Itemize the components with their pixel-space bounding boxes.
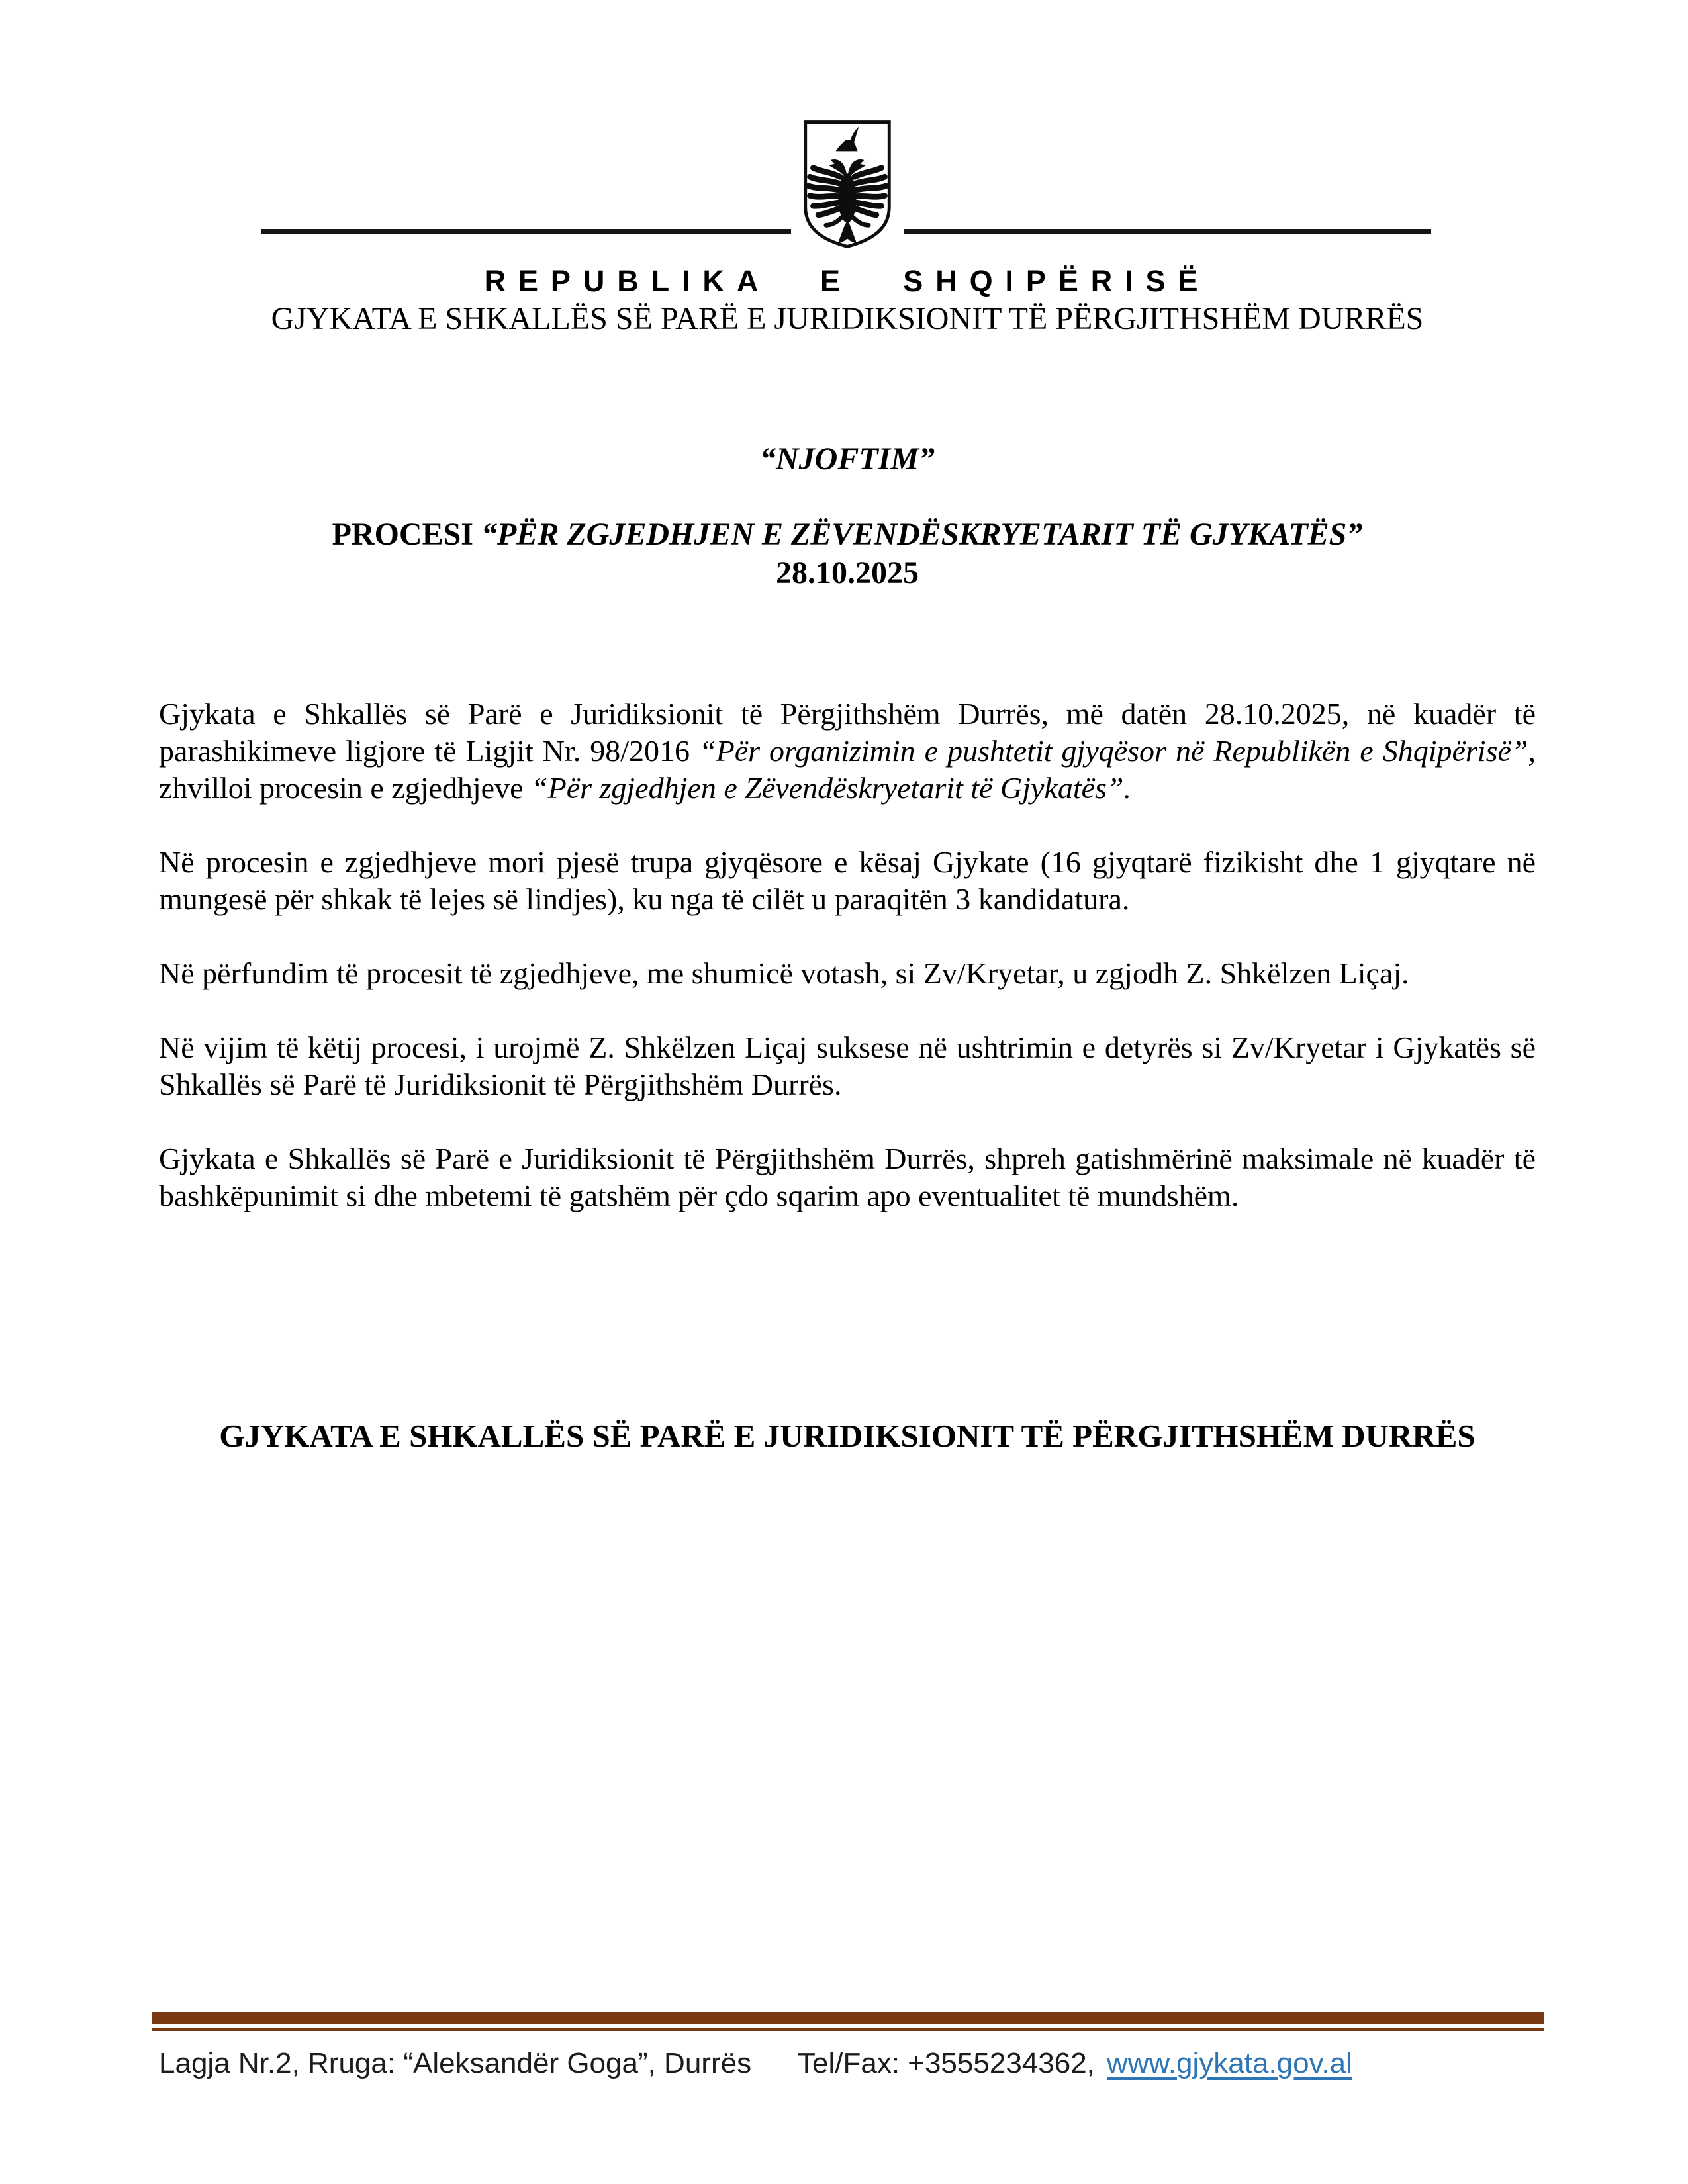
coat-of-arms-wrap (791, 116, 904, 255)
footer-website-link[interactable]: www.gjykata.gov.al (1106, 2047, 1352, 2079)
footer-text-line (0, 2046, 1688, 2085)
footer-divider-thick (152, 2012, 1544, 2024)
footer (0, 2012, 1688, 2085)
paragraph-3: Në përfundim të procesit të zgjedhjeve, me shumicë votash, si Zv/Kryetar, u zgjodh Z. Shkëlzen Liçaj. (159, 956, 1409, 990)
paragraph-2: Në procesin e zgjedhjeve mori pjesë trupa gjyqësore e kësaj Gjykate (16 gjyqtarë fizikisht dhe 1 gjyqtare në mungesë për shkak të lejes së lindjes), ku nga të cilët u paraqitën 3 kandidatura. (159, 845, 1536, 916)
body-section (159, 696, 1536, 1214)
footer-divider-thin (152, 2028, 1544, 2031)
process-title-block (159, 516, 1536, 592)
court-name: GJYKATA E SHKALLËS SË PARË E JURIDIKSIONIT TË PËRGJITHSHËM DURRËS (271, 301, 1424, 336)
paragraph-5: Gjykata e Shkallës së Parë e Juridiksionit të Përgjithshëm Durrës, shpreh gatishmërinë maksimale në kuadër të bashkëpunimit si dhe mbetemi të gatshëm për çdo sqarim apo eventualitet të mundshëm. (159, 1142, 1536, 1212)
notice-title: “NJOFTIM” (759, 441, 935, 477)
footer-contact (798, 2046, 1352, 2081)
paragraph-1: Gjykata e Shkallës së Parë e Juridiksionit të Përgjithshëm Durrës, më datën 28.10.2025, në kuadër të parashikimeve ligjore të Ligjit Nr. 98/2016 “Për organizimin e pushtetit gjyqësor në Republikën e Shqipërisë”, zhvilloi procesin e zgjedhjeve “Për zgjedhjen e Zëvendëskryetarit të Gjykatës”. (159, 697, 1536, 805)
process-title-line: PROCESI “PËR ZGJEDHJEN E ZËVENDËSKRYETARIT TË GJYKATËS” (332, 517, 1363, 552)
closing-court-name: GJYKATA E SHKALLËS SË PARË E JURIDIKSIONIT TË PËRGJITHSHËM DURRËS (219, 1418, 1476, 1454)
republic-title: REPUBLIKA E SHQIPËRISË (484, 264, 1211, 298)
footer-address: Lagja Nr.2, Rruga: “Aleksandër Goga”, Durrës (159, 2047, 752, 2079)
header-emblem-block (159, 114, 1536, 254)
paragraph-4: Në vijim të këtij procesi, i urojmë Z. Shkëlzen Liçaj suksese në ushtrimin e detyrës si Zv/Kryetar i Gjykatës së Shkallës së Parë të Juridiksionit të Përgjithshëm Durrës. (159, 1030, 1536, 1101)
process-date: 28.10.2025 (776, 555, 919, 590)
albanian-double-headed-eagle-icon (799, 116, 896, 251)
footer-telfax: Tel/Fax: +3555234362, (798, 2047, 1095, 2079)
